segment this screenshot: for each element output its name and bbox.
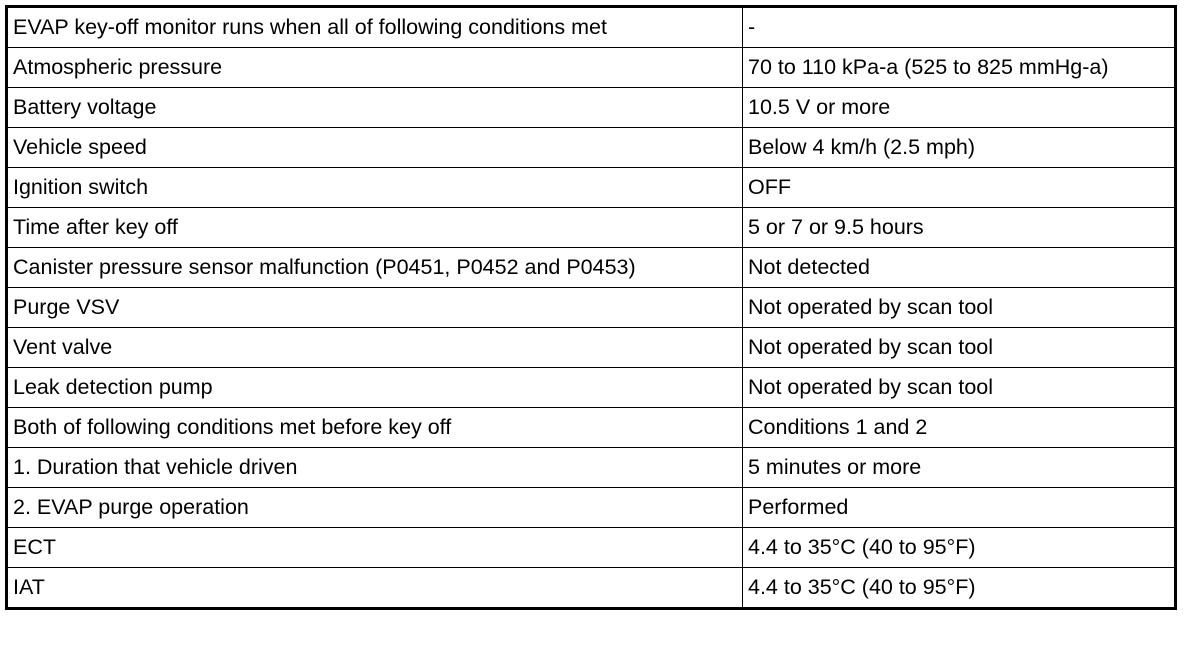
table-row: [7, 128, 1176, 168]
table-row: [7, 48, 1176, 88]
value-cell: Below 4 km/h (2.5 mph): [743, 128, 1176, 168]
condition-cell: Vehicle speed: [7, 128, 743, 168]
table-row: [7, 288, 1176, 328]
condition-cell: Time after key off: [7, 208, 743, 248]
value-cell: 5 minutes or more: [743, 448, 1176, 488]
condition-cell: Both of following conditions met before key off: [7, 408, 743, 448]
table-row: [7, 208, 1176, 248]
conditions-table-body: [7, 7, 1176, 609]
value-cell: 10.5 V or more: [743, 88, 1176, 128]
condition-cell: Vent valve: [7, 328, 743, 368]
condition-cell: Ignition switch: [7, 168, 743, 208]
table-row: [7, 168, 1176, 208]
table-row: [7, 568, 1176, 609]
table-row: [7, 408, 1176, 448]
value-cell: OFF: [743, 168, 1176, 208]
table-row: [7, 488, 1176, 528]
value-cell: -: [743, 7, 1176, 48]
condition-cell: Leak detection pump: [7, 368, 743, 408]
condition-cell: Atmospheric pressure: [7, 48, 743, 88]
table-row: [7, 368, 1176, 408]
value-cell: Conditions 1 and 2: [743, 408, 1176, 448]
condition-cell: 1. Duration that vehicle driven: [7, 448, 743, 488]
table-row: [7, 88, 1176, 128]
table-row: [7, 448, 1176, 488]
value-cell: 5 or 7 or 9.5 hours: [743, 208, 1176, 248]
table-row: [7, 7, 1176, 48]
value-cell: Performed: [743, 488, 1176, 528]
value-cell: Not operated by scan tool: [743, 288, 1176, 328]
table-row: [7, 328, 1176, 368]
value-cell: Not detected: [743, 248, 1176, 288]
condition-cell: 2. EVAP purge operation: [7, 488, 743, 528]
table-row: [7, 528, 1176, 568]
value-cell: 4.4 to 35°C (40 to 95°F): [743, 528, 1176, 568]
conditions-table: [5, 5, 1177, 610]
value-cell: Not operated by scan tool: [743, 328, 1176, 368]
value-cell: 4.4 to 35°C (40 to 95°F): [743, 568, 1176, 609]
condition-cell: Battery voltage: [7, 88, 743, 128]
table-row: [7, 248, 1176, 288]
condition-cell: IAT: [7, 568, 743, 609]
condition-cell: Purge VSV: [7, 288, 743, 328]
value-cell: Not operated by scan tool: [743, 368, 1176, 408]
value-cell: 70 to 110 kPa-a (525 to 825 mmHg-a): [743, 48, 1176, 88]
condition-cell: ECT: [7, 528, 743, 568]
condition-cell: Canister pressure sensor malfunction (P0451, P0452 and P0453): [7, 248, 743, 288]
condition-cell: EVAP key-off monitor runs when all of following conditions met: [7, 7, 743, 48]
